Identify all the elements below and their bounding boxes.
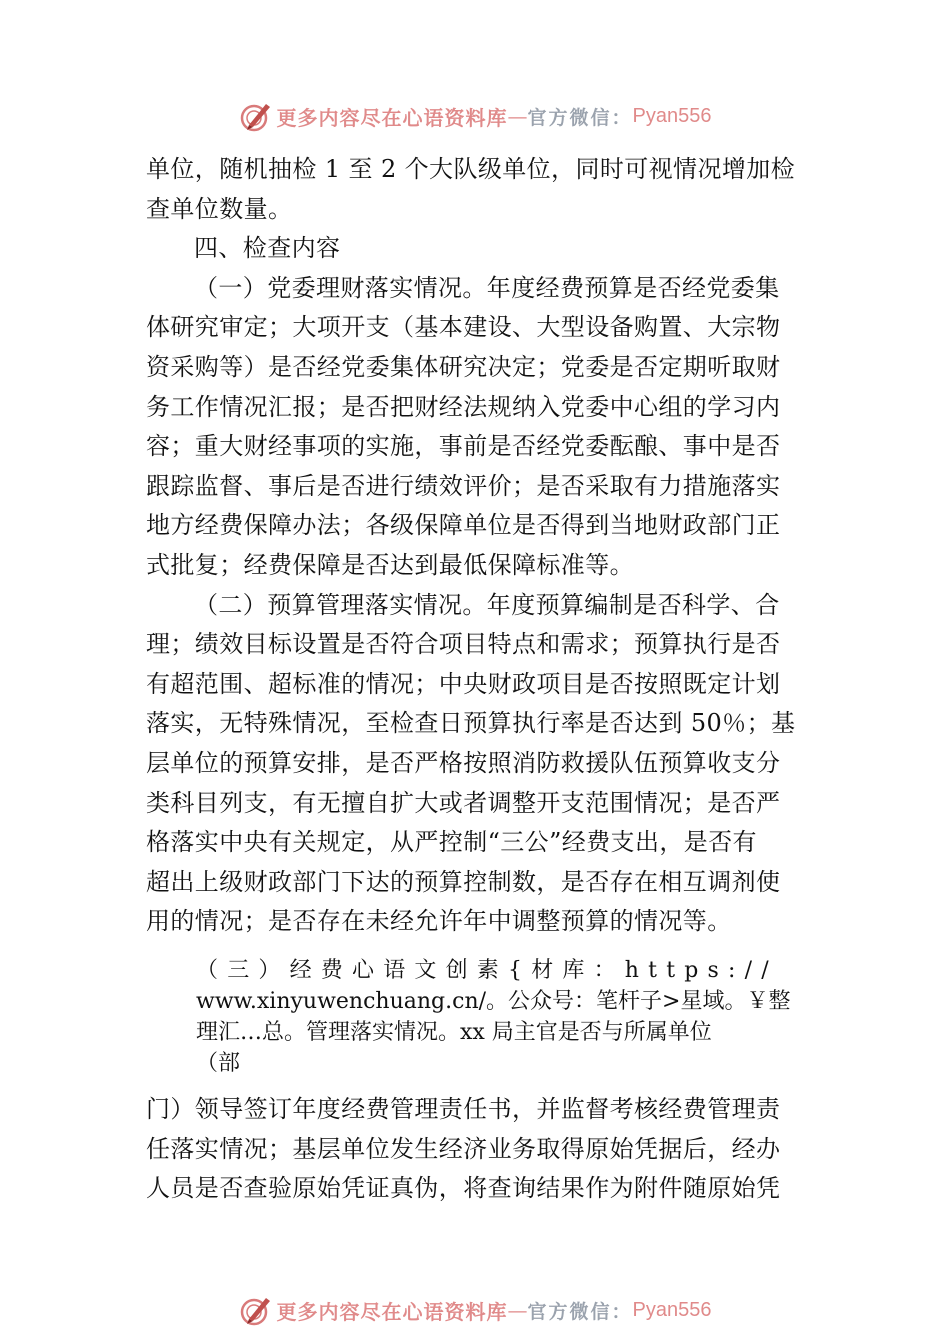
body-line: 类科目列支，有无擅自扩大或者调整开支范围情况；是否严 — [146, 788, 781, 817]
pen-logo-icon — [239, 1293, 273, 1327]
promo-line: 理汇…总。管理落实情况。xx 局主官是否与所属单位 — [196, 1020, 712, 1045]
body-line: 单位，随机抽检 1 至 2 个大队级单位，同时可视情况增加检 — [146, 155, 796, 183]
body-line: 落实，无特殊情况，至检查日预算执行率是否达到 50％；基 — [146, 709, 796, 738]
body-line: 理；绩效目标设置是否符合项目特点和需求；预算执行是否 — [146, 630, 781, 659]
body-line: 超出上级财政部门下达的预算控制数，是否存在相互调剂使 — [146, 867, 781, 896]
banner-wechat-id: Pyan556 — [632, 104, 712, 127]
body-line: 跟踪监督、事后是否进行绩效评价；是否采取有力措施落实 — [146, 471, 781, 500]
promo-line: www.xinyuwenchuang.cn/。公众号：笔杆子>星域。￥整 — [196, 989, 791, 1014]
body-line: 用的情况；是否存在未经允许年中调整预算的情况等。 — [146, 907, 732, 936]
promo-line: （三）经费心语文创素{材库：https:// — [196, 958, 778, 983]
promo-line: （部 — [196, 1051, 241, 1076]
banner-wechat-label: 官方微信： — [527, 106, 633, 129]
banner-separator: — — [507, 1298, 528, 1322]
banner-wechat-label: 官方微信： — [527, 1300, 633, 1323]
footer-banner — [0, 1290, 950, 1330]
paragraph-start: （一）党委理财落实情况。年度经费预算是否经党委集 — [194, 273, 780, 302]
body-line: 有超范围、超标准的情况；中央财政项目是否按照既定计划 — [146, 669, 781, 698]
banner-wechat-id: Pyan556 — [632, 1298, 712, 1321]
section-heading: 四、检查内容 — [194, 234, 341, 263]
body-line: 人员是否查验原始凭证真伪，将查询结果作为附件随原始凭 — [146, 1174, 781, 1203]
banner-site-name: 更多内容尽在心语资料库 — [276, 1299, 508, 1324]
body-line: 查单位数量。 — [146, 194, 293, 223]
body-line: 务工作情况汇报；是否把财经法规纳入党委中心组的学习内 — [146, 392, 781, 421]
banner-site-name: 更多内容尽在心语资料库 — [276, 105, 508, 130]
header-banner — [0, 96, 950, 136]
body-line: 式批复；经费保障是否达到最低保障标准等。 — [146, 550, 634, 579]
document-body-continued — [146, 1090, 810, 1209]
body-line: 体研究审定；大项开支（基本建设、大型设备购置、大宗物 — [146, 313, 781, 342]
body-line: 层单位的预算安排，是否严格按照消防救援队伍预算收支分 — [146, 748, 781, 777]
banner-separator: — — [507, 104, 528, 128]
body-line: 门）领导签订年度经费管理责任书，并监督考核经费管理责 — [146, 1095, 781, 1123]
inserted-promo-block — [196, 955, 846, 1079]
body-line: 格落实中央有关规定，从严控制“三公”经费支出，是否有 — [146, 828, 757, 857]
body-line: 资采购等）是否经党委集体研究决定；党委是否定期听取财 — [146, 352, 781, 381]
body-line: 任落实情况；基层单位发生经济业务取得原始凭据后，经办 — [146, 1134, 781, 1163]
paragraph-start: （二）预算管理落实情况。年度预算编制是否科学、合 — [194, 590, 780, 619]
pen-logo-icon — [239, 99, 273, 133]
document-body — [146, 150, 810, 942]
body-line: 容；重大财经事项的实施，事前是否经党委酝酿、事中是否 — [146, 432, 781, 461]
body-line: 地方经费保障办法；各级保障单位是否得到当地财政部门正 — [146, 511, 781, 540]
